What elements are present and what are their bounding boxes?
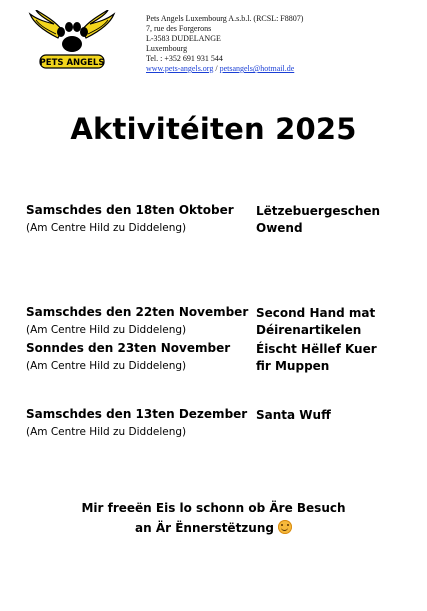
event-place: (Am Centre Hild zu Diddeleng) — [26, 324, 187, 336]
event-description-line: Second Hand mat — [256, 306, 376, 320]
city: L-3583 DUDELANGE — [146, 34, 221, 43]
address-block — [146, 14, 303, 74]
event-description — [256, 305, 375, 339]
paw-icon — [57, 22, 88, 52]
logo-text: PETS ANGELS — [39, 58, 105, 68]
street: 7, rue des Forgerons — [146, 24, 212, 33]
event-date: Sonndes den 23ten November — [26, 341, 231, 355]
phone: Tel. : +352 691 931 544 — [146, 54, 223, 63]
event-description — [256, 203, 380, 237]
event-place: (Am Centre Hild zu Diddeleng) — [26, 222, 187, 234]
pets-angels-logo — [28, 10, 116, 72]
event-place: (Am Centre Hild zu Diddeleng) — [26, 360, 187, 372]
event-date: Samschdes den 13ten Dezember — [26, 407, 248, 421]
closing-line-1: Mir freeën Eis lo schonn ob Äre Besuch — [81, 501, 346, 515]
event-place: (Am Centre Hild zu Diddeleng) — [26, 426, 187, 438]
link-separator: / — [213, 64, 220, 73]
email-link[interactable]: petsangels@hotmail.de — [219, 64, 295, 73]
event-description — [256, 407, 331, 424]
closing-line-2-text: an Är Ënnerstëtzung — [135, 521, 274, 535]
page-title: Aktivitéiten 2025 — [70, 112, 357, 146]
event-description-line: Lëtzebuergeschen — [256, 204, 381, 218]
org-name: Pets Angels Luxembourg A.s.b.l. (RCSL: F8807) — [146, 14, 304, 23]
event-description-line: Éischt Hëllef Kuer — [256, 342, 377, 356]
event-description-line: Owend — [256, 221, 303, 235]
closing-line-2 — [0, 518, 427, 538]
event-date: Samschdes den 18ten Oktober — [26, 203, 234, 217]
closing-message — [0, 498, 427, 538]
event-description-line: fir Muppen — [256, 359, 330, 373]
event-description-line: Déirenartikelen — [256, 323, 362, 337]
website-link[interactable]: www.pets-angels.org — [146, 64, 214, 73]
event-description-line: Santa Wuff — [256, 408, 331, 422]
event-date: Samschdes den 22ten November — [26, 305, 249, 319]
smiling-face-icon — [278, 520, 292, 534]
country: Luxembourg — [146, 44, 188, 53]
event-description — [256, 341, 377, 375]
links-line — [146, 64, 303, 74]
